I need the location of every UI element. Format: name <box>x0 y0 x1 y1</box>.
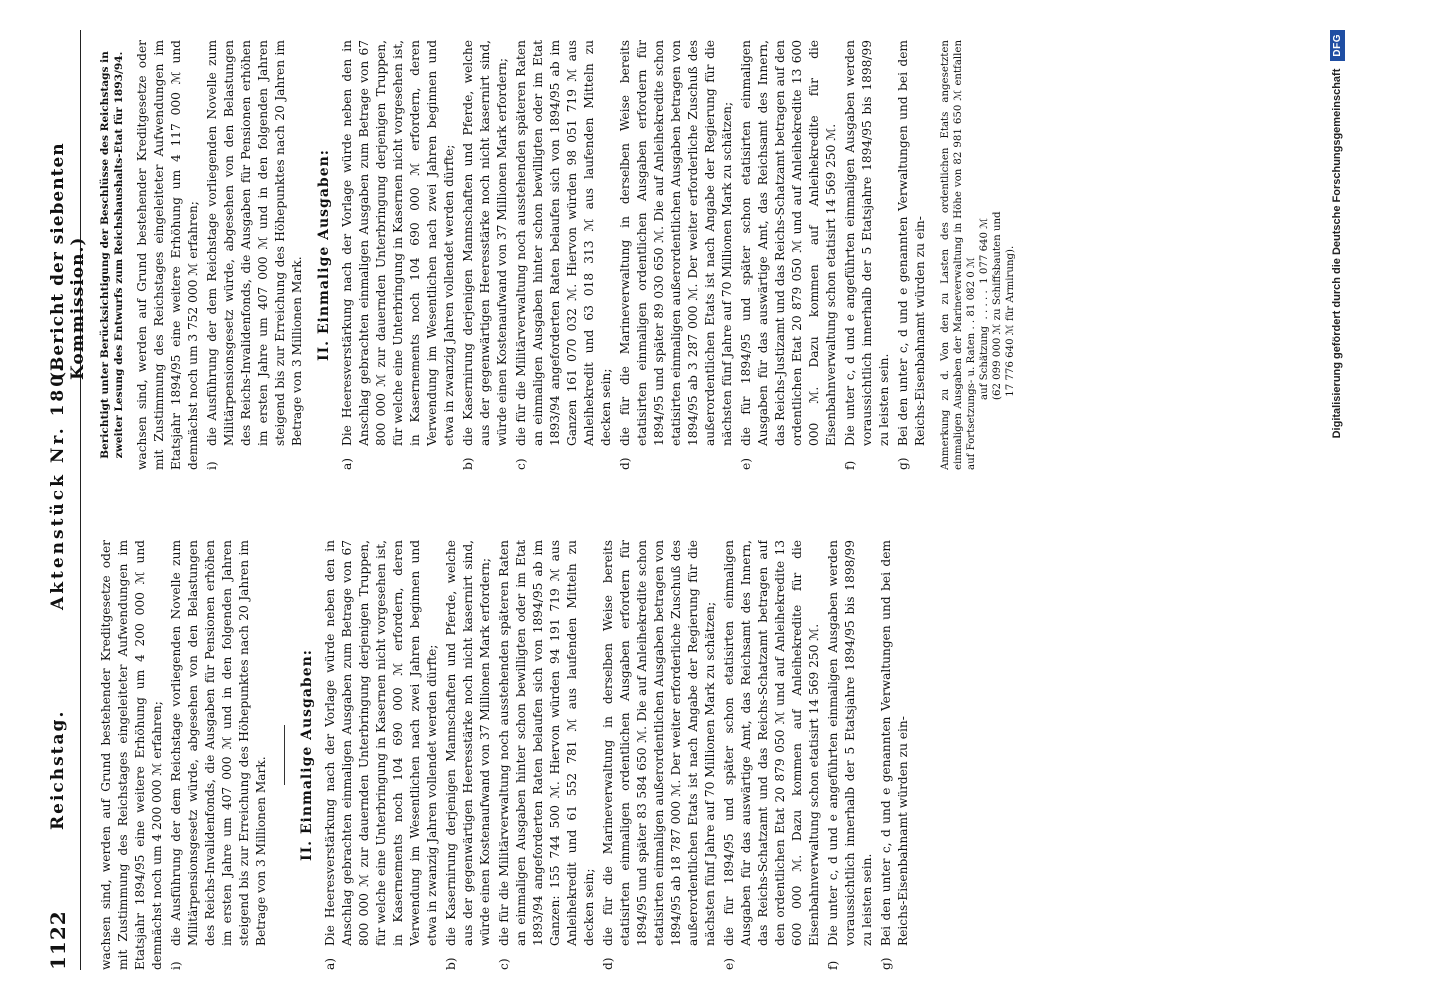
footnote-row: (62 099 000 ℳ zu Schiffsbauten und <box>992 211 1003 400</box>
left-intro: wachsen sind, werden auf Grund bestehender Kreditgesetze oder mit Zustimmung des Reichstages eingeleiteter Aufwendungen im Etatsjahr 1894/95 eine weitere Erhöhung um 4 200 000 ℳ und demnächst noch um 4 200 000 ℳ erfahren; <box>99 540 164 970</box>
footnote <box>939 40 1017 470</box>
right-item-f <box>842 40 893 470</box>
item-text: die für die Militärverwaltung noch ausstehenden späteren Raten an einmaligen Ausgaben hinter schon bewilligten oder im Etat 1893/94 angeforderten Raten belaufen sich von 1894/95 ab im Ganzen: 155 744 500 ℳ. Hiervon würden 94 191 719 ℳ aus Anleihekredit und 61 552 781 ℳ aus laufenden Mitteln zu decken sein; <box>497 540 596 946</box>
item-text: die für die Militärverwaltung noch ausstehenden späteren Raten an einmaligen Ausgaben hinter schon bewilligten oder im Etat 1893/94 angeforderten Raten belaufen sich von 1894/95 ab im Ganzen 161 070 032 ℳ. Hiervon würden 98 051 719 ℳ aus Anleihekredit und 63 018 313 ℳ aus laufenden Mitteln zu decken sein; <box>514 40 613 446</box>
committee-title: (Bericht der siebenten Kommission.) <box>48 142 88 380</box>
document-number: Aktenstück Nr. 180. <box>48 362 68 610</box>
footnote-table <box>978 40 1017 400</box>
item-label: g) <box>896 457 910 470</box>
left-item-i <box>168 540 270 970</box>
item-label: i) <box>205 461 219 470</box>
item-text: die Ausführung der dem Reichstage vorliegenden Novelle zum Militärpensionsgesetz würde, abgesehen von den Belastungen des Reichs-Invalidenfonds, die Ausgaben für Pensionen erhöhen im ersten Jahre um 407 000 ℳ und in den folgenden Jahren steigend bis zur Erreichung des Höhepunktes nach 20 Jahren im Betrage von 3 Millionen Mark. <box>169 540 268 946</box>
item-label: f) <box>826 960 840 970</box>
footnote-row: 17 776 640 ℳ für Armirung). <box>1005 245 1016 400</box>
item-text: Die Heeresverstärkung nach der Vorlage würde neben den in Anschlag gebrachten einmaligen Ausgaben zum Betrage von 67 800 000 ℳ zur dauernden Unterbringung derjenigen Truppen, für welche eine Unterbringung in Kasernen nicht vorgesehen ist, in Kasernements noch 104 690 000 ℳ erfordern, deren Verwendung im Wesentlichen nach zwei Jahren beginnen und etwa in zwanzig Jahren vollendet werden dürfte; <box>340 40 456 446</box>
right-section-title: II. Einmalige Ausgaben: <box>316 149 332 361</box>
item-text: Bei den unter c, d und e genannten Verwaltungen und bei dem Reichs-Eisenbahnamt würden zu ein- <box>879 540 910 946</box>
footnote-intro: Anmerkung zu d. Von den zu Lasten des ordentlichen Etats angesetzten einmaligen Ausgaben der Marineverwaltung in Höhe von 82 981 650 ℳ entfallen auf Fortsetzungs- u. Raten . . 81 082 0 ℳ <box>940 40 977 470</box>
item-text: Bei den unter c, d und e genannten Verwaltungen und bei dem Reichs-Eisenbahnamt würden zu ein- <box>896 40 927 446</box>
right-item-g <box>895 40 929 470</box>
item-text: die Kasernirung derjenigen Mannschaften und Pferde, welche aus der gegenwärtigen Heeresstärke noch nicht kasernirt sind, würde einen Kostenaufwand von 37 Millionen Mark erfordern; <box>461 40 509 446</box>
page-number: 1122 <box>46 910 70 970</box>
item-label: i) <box>169 961 183 970</box>
item-label: d) <box>601 957 615 970</box>
right-item-d <box>617 40 736 470</box>
left-item-a <box>322 540 441 970</box>
right-item-e <box>738 40 840 470</box>
item-text: die für 1894/95 und später schon etatisirten einmaligen Ausgaben für das auswärtige Amt, das Reichsamt des Innern, das Reichs-Schatzamt und das Reichs-Schatzamt betragen auf den ordentlichen Etat 20 879 050 ℳ und auf Anleihekredite 13 600 000 ℳ. Dazu kommen auf Anleihekredite für die Eisenbahnverwaltung schon etatisirt 14 569 250 ℳ. <box>722 540 821 946</box>
correction-heading: Berichtigt unter Berücksichtigung der Beschlüsse des Reichstags in zweiter Lesung des Entwurfs zum Reichshaushalts-Etat für 1893/94. <box>99 51 125 459</box>
left-item-e <box>721 540 823 970</box>
digitization-text: Digitalisierung gefördert durch die Deutsche Forschungsgemeinschaft <box>1331 68 1343 439</box>
digitization-notice <box>1322 30 1352 970</box>
item-text: Die unter c, d und e angeführten einmaligen Ausgaben werden voraussichtlich innerhalb der 5 Etatsjahre 1894/95 bis 1898/99 zu leisten sein. <box>826 540 874 946</box>
item-text: die Ausführung der dem Reichstage vorliegenden Novelle zum Militärpensionsgesetz würde, abgesehen von den Belastungen des Reichs-Invalidenfonds, die Ausgaben für Pensionen erhöhen im ersten Jahre um 407 000 ℳ und in den folgenden Jahren steigend bis zur Erreichung des Höhepunktes nach 20 Jahren im Betrage von 3 Millionen Mark. <box>205 40 304 446</box>
item-text: die für 1894/95 und später schon etatisirten einmaligen Ausgaben für das auswärtige Amt, das Reichsamt des Innern, das Reichs-Justizamt und das Reichs-Schatzamt betragen auf den ordentlichen Etat 20 879 050 ℳ und auf Anleihekredite 13 600 000 ℳ. Dazu kommen auf Anleihekredite für die Eisenbahnverwaltung schon etatisirt 14 569 250 ℳ. <box>739 40 838 446</box>
left-item-f <box>825 540 876 970</box>
left-item-b <box>443 540 494 970</box>
item-text: die für die Marineverwaltung in derselben Weise bereits etatisirten einmaligen ordentlichen Ausgaben erfordern für 1894/95 und später 83 584 650 ℳ. Die auf Anleihekredite schon etatisirten einmaligen außerordentlichen Ausgaben betragen von 1894/95 ab 18 787 000 ℳ. Der weiter erforderliche Zuschuß des außerordentlichen Etats ist nach Angabe der Regierung für die nächsten fünf Jahre auf 70 Millionen Mark zu schätzen; <box>601 540 717 946</box>
institution-title: Reichstag. <box>48 709 68 830</box>
item-label: e) <box>739 458 753 470</box>
right-item-i <box>204 40 306 470</box>
item-label: e) <box>722 958 736 970</box>
item-label: b) <box>444 957 458 970</box>
dfg-logo: DFG <box>1330 30 1345 61</box>
footnote-row: auf Schätzung . . . . . 1 077 640 ℳ <box>979 217 990 400</box>
item-label: a) <box>323 957 337 970</box>
item-text: die Kasernirung derjenigen Mannschaften und Pferde, welche aus der gegenwärtigen Heeresstärke noch nicht kasernirt sind, würde einen Kostenaufwand von 37 Millionen Mark erfordern; <box>444 540 492 946</box>
left-item-g <box>878 540 912 970</box>
item-label: b) <box>461 457 475 470</box>
item-label: c) <box>497 958 511 970</box>
left-column <box>98 540 1298 970</box>
section-divider <box>284 725 285 785</box>
right-item-c <box>513 40 615 470</box>
left-item-d <box>600 540 719 970</box>
right-column <box>98 40 1298 470</box>
item-text: Die unter c, d und e angeführten einmaligen Ausgaben werden voraussichtlich innerhalb der 5 Etatsjahre 1894/95 bis 1898/99 zu leisten sein. <box>843 40 891 446</box>
item-label: c) <box>514 458 528 470</box>
item-label: g) <box>879 957 893 970</box>
item-text: Die Heeresverstärkung nach der Vorlage würde neben den in Anschlag gebrachten einmaligen Ausgaben zum Betrage von 67 800 000 ℳ zur dauernden Unterbringung derjenigen Truppen, für welche eine Unterbringung in Kasernen nicht vorgesehen ist, in Kasernements noch 104 690 000 ℳ erfordern, deren Verwendung im Wesentlichen nach zwei Jahren beginnen und etwa in zwanzig Jahren vollendet werden dürfte; <box>323 540 439 946</box>
page-body <box>40 30 1360 970</box>
page-header <box>40 30 88 970</box>
right-intro: wachsen sind, werden auf Grund bestehender Kreditgesetze oder mit Zustimmung des Reichstages eingeleiteter Aufwendungen im Etatsjahr 1894/95 eine weitere Erhöhung um 4 117 000 ℳ und demnächst noch um 3 752 000 ℳ erfahren; <box>135 40 200 470</box>
item-label: f) <box>843 460 857 470</box>
right-item-b <box>460 40 511 470</box>
left-section-title: II. Einmalige Ausgaben: <box>299 649 315 861</box>
right-item-a <box>339 40 458 470</box>
item-text: die für die Marineverwaltung in derselben Weise bereits etatisirten einmaligen ordentlichen Ausgaben erfordern für 1894/95 und später 89 030 650 ℳ. Die auf Anleihekredite schon etatisirten einmaligen außerordentlichen Ausgaben betragen von 1894/95 ab 3 287 000 ℳ. Der weiter erforderliche Zuschuß des außerordentlichen Etats ist nach Angabe der Regierung für die nächsten fünf Jahre auf 70 Millionen Mark zu schätzen; <box>618 40 734 446</box>
left-item-c <box>496 540 598 970</box>
item-label: d) <box>618 457 632 470</box>
item-label: a) <box>340 457 354 470</box>
